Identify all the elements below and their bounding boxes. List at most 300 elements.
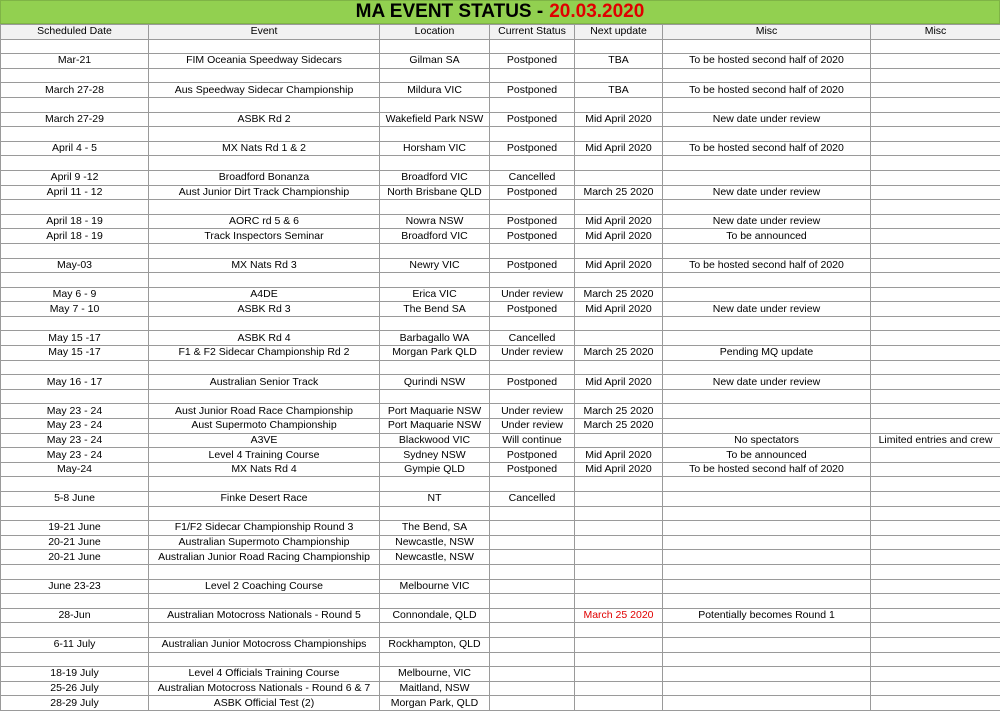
- cell-misc[interactable]: [663, 156, 871, 171]
- cell-event[interactable]: Australian Junior Road Racing Championship: [149, 550, 380, 565]
- cell-location[interactable]: Morgan Park, QLD: [380, 696, 490, 711]
- cell-current-status[interactable]: Under review: [490, 346, 575, 361]
- cell-misc[interactable]: [663, 243, 871, 258]
- cell-event[interactable]: MX Nats Rd 3: [149, 258, 380, 273]
- cell-misc[interactable]: [663, 97, 871, 112]
- cell-event[interactable]: Australian Senior Track: [149, 375, 380, 390]
- cell-location[interactable]: [380, 360, 490, 375]
- cell-event[interactable]: ASBK Rd 3: [149, 302, 380, 317]
- cell-location[interactable]: [380, 200, 490, 215]
- cell-location[interactable]: [380, 243, 490, 258]
- cell-scheduled-date[interactable]: 25-26 July: [1, 681, 149, 696]
- cell-next-update[interactable]: [575, 696, 663, 711]
- cell-current-status[interactable]: [490, 389, 575, 404]
- cell-next-update[interactable]: [575, 127, 663, 142]
- cell-misc-2[interactable]: [871, 389, 1000, 404]
- cell-misc[interactable]: [663, 579, 871, 594]
- cell-misc-2[interactable]: [871, 637, 1000, 652]
- cell-misc-2[interactable]: [871, 39, 1000, 54]
- cell-next-update[interactable]: [575, 506, 663, 521]
- cell-next-update[interactable]: March 25 2020: [575, 185, 663, 200]
- cell-misc-2[interactable]: [871, 287, 1000, 302]
- cell-misc-2[interactable]: [871, 214, 1000, 229]
- cell-scheduled-date[interactable]: 6-11 July: [1, 637, 149, 652]
- cell-current-status[interactable]: Postponed: [490, 258, 575, 273]
- cell-location[interactable]: Broadford VIC: [380, 170, 490, 185]
- cell-misc-2[interactable]: [871, 492, 1000, 507]
- cell-misc[interactable]: New date under review: [663, 112, 871, 127]
- cell-next-update[interactable]: Mid April 2020: [575, 448, 663, 463]
- cell-event[interactable]: [149, 200, 380, 215]
- cell-scheduled-date[interactable]: [1, 623, 149, 638]
- cell-current-status[interactable]: Postponed: [490, 302, 575, 317]
- cell-misc[interactable]: [663, 316, 871, 331]
- cell-misc[interactable]: [663, 287, 871, 302]
- cell-scheduled-date[interactable]: [1, 156, 149, 171]
- cell-event[interactable]: F1 & F2 Sidecar Championship Rd 2: [149, 346, 380, 361]
- cell-event[interactable]: [149, 97, 380, 112]
- cell-misc[interactable]: [663, 667, 871, 682]
- cell-misc[interactable]: [663, 273, 871, 288]
- cell-event[interactable]: [149, 243, 380, 258]
- cell-misc[interactable]: To be announced: [663, 229, 871, 244]
- cell-location[interactable]: Melbourne VIC: [380, 579, 490, 594]
- cell-event[interactable]: Aust Junior Road Race Championship: [149, 404, 380, 419]
- cell-event[interactable]: [149, 506, 380, 521]
- cell-scheduled-date[interactable]: [1, 652, 149, 667]
- cell-current-status[interactable]: [490, 506, 575, 521]
- cell-next-update[interactable]: [575, 97, 663, 112]
- cell-next-update[interactable]: March 25 2020: [575, 404, 663, 419]
- cell-misc[interactable]: [663, 170, 871, 185]
- cell-scheduled-date[interactable]: [1, 39, 149, 54]
- cell-event[interactable]: Level 4 Training Course: [149, 448, 380, 463]
- cell-misc-2[interactable]: [871, 127, 1000, 142]
- cell-location[interactable]: Connondale, QLD: [380, 608, 490, 623]
- cell-event[interactable]: [149, 156, 380, 171]
- cell-misc-2[interactable]: [871, 623, 1000, 638]
- cell-next-update[interactable]: [575, 331, 663, 346]
- cell-current-status[interactable]: [490, 652, 575, 667]
- cell-location[interactable]: Port Maquarie NSW: [380, 404, 490, 419]
- cell-location[interactable]: [380, 68, 490, 83]
- cell-misc-2[interactable]: [871, 302, 1000, 317]
- cell-scheduled-date[interactable]: 18-19 July: [1, 667, 149, 682]
- cell-misc-2[interactable]: [871, 331, 1000, 346]
- cell-next-update[interactable]: [575, 200, 663, 215]
- cell-misc-2[interactable]: [871, 667, 1000, 682]
- cell-location[interactable]: The Bend, SA: [380, 521, 490, 536]
- cell-misc[interactable]: [663, 535, 871, 550]
- cell-misc[interactable]: [663, 331, 871, 346]
- cell-misc-2[interactable]: [871, 360, 1000, 375]
- cell-misc-2[interactable]: [871, 346, 1000, 361]
- cell-event[interactable]: MX Nats Rd 4: [149, 462, 380, 477]
- cell-misc[interactable]: New date under review: [663, 302, 871, 317]
- cell-misc[interactable]: [663, 360, 871, 375]
- cell-location[interactable]: Sydney NSW: [380, 448, 490, 463]
- cell-scheduled-date[interactable]: [1, 477, 149, 492]
- cell-misc-2[interactable]: [871, 375, 1000, 390]
- cell-next-update[interactable]: [575, 68, 663, 83]
- cell-misc-2[interactable]: Limited entries and crew: [871, 433, 1000, 448]
- cell-current-status[interactable]: Cancelled: [490, 170, 575, 185]
- cell-next-update[interactable]: [575, 170, 663, 185]
- cell-next-update[interactable]: Mid April 2020: [575, 302, 663, 317]
- cell-current-status[interactable]: Cancelled: [490, 331, 575, 346]
- cell-scheduled-date[interactable]: April 11 - 12: [1, 185, 149, 200]
- cell-misc[interactable]: Potentially becomes Round 1: [663, 608, 871, 623]
- cell-misc[interactable]: To be hosted second half of 2020: [663, 258, 871, 273]
- cell-misc[interactable]: [663, 652, 871, 667]
- cell-event[interactable]: [149, 477, 380, 492]
- cell-current-status[interactable]: Postponed: [490, 141, 575, 156]
- cell-event[interactable]: [149, 68, 380, 83]
- col-header-scheduled-date[interactable]: Scheduled Date: [1, 25, 149, 40]
- cell-current-status[interactable]: [490, 68, 575, 83]
- cell-current-status[interactable]: [490, 316, 575, 331]
- cell-location[interactable]: [380, 273, 490, 288]
- cell-misc[interactable]: [663, 200, 871, 215]
- cell-event[interactable]: A4DE: [149, 287, 380, 302]
- cell-next-update[interactable]: March 25 2020: [575, 287, 663, 302]
- cell-misc[interactable]: [663, 68, 871, 83]
- cell-current-status[interactable]: Postponed: [490, 112, 575, 127]
- cell-misc-2[interactable]: [871, 200, 1000, 215]
- cell-next-update[interactable]: [575, 492, 663, 507]
- cell-misc[interactable]: [663, 492, 871, 507]
- cell-current-status[interactable]: [490, 97, 575, 112]
- cell-event[interactable]: Finke Desert Race: [149, 492, 380, 507]
- cell-current-status[interactable]: [490, 127, 575, 142]
- cell-next-update[interactable]: TBA: [575, 83, 663, 98]
- cell-misc-2[interactable]: [871, 243, 1000, 258]
- cell-misc-2[interactable]: [871, 419, 1000, 434]
- cell-current-status[interactable]: [490, 564, 575, 579]
- cell-current-status[interactable]: [490, 360, 575, 375]
- cell-next-update[interactable]: [575, 39, 663, 54]
- cell-next-update[interactable]: [575, 477, 663, 492]
- cell-misc[interactable]: Pending MQ update: [663, 346, 871, 361]
- cell-misc[interactable]: [663, 127, 871, 142]
- cell-event[interactable]: Aus Speedway Sidecar Championship: [149, 83, 380, 98]
- cell-misc-2[interactable]: [871, 156, 1000, 171]
- cell-current-status[interactable]: Postponed: [490, 54, 575, 69]
- cell-next-update[interactable]: Mid April 2020: [575, 112, 663, 127]
- cell-scheduled-date[interactable]: [1, 200, 149, 215]
- cell-misc-2[interactable]: [871, 564, 1000, 579]
- cell-event[interactable]: [149, 39, 380, 54]
- cell-event[interactable]: Aust Junior Dirt Track Championship: [149, 185, 380, 200]
- cell-location[interactable]: Blackwood VIC: [380, 433, 490, 448]
- cell-misc[interactable]: To be hosted second half of 2020: [663, 54, 871, 69]
- cell-misc[interactable]: [663, 506, 871, 521]
- cell-current-status[interactable]: Cancelled: [490, 492, 575, 507]
- cell-misc-2[interactable]: [871, 681, 1000, 696]
- cell-next-update[interactable]: Mid April 2020: [575, 229, 663, 244]
- cell-location[interactable]: Broadford VIC: [380, 229, 490, 244]
- cell-misc[interactable]: [663, 389, 871, 404]
- cell-event[interactable]: AORC rd 5 & 6: [149, 214, 380, 229]
- cell-scheduled-date[interactable]: April 9 -12: [1, 170, 149, 185]
- cell-event[interactable]: [149, 389, 380, 404]
- cell-next-update[interactable]: TBA: [575, 54, 663, 69]
- cell-current-status[interactable]: [490, 594, 575, 609]
- cell-misc-2[interactable]: [871, 579, 1000, 594]
- cell-location[interactable]: Newcastle, NSW: [380, 535, 490, 550]
- cell-scheduled-date[interactable]: [1, 127, 149, 142]
- cell-scheduled-date[interactable]: [1, 506, 149, 521]
- cell-misc-2[interactable]: [871, 535, 1000, 550]
- cell-next-update[interactable]: [575, 389, 663, 404]
- cell-scheduled-date[interactable]: [1, 316, 149, 331]
- cell-location[interactable]: [380, 97, 490, 112]
- cell-next-update[interactable]: [575, 579, 663, 594]
- cell-misc-2[interactable]: [871, 97, 1000, 112]
- cell-next-update[interactable]: [575, 564, 663, 579]
- cell-location[interactable]: Mildura VIC: [380, 83, 490, 98]
- cell-misc-2[interactable]: [871, 448, 1000, 463]
- cell-location[interactable]: Melbourne, VIC: [380, 667, 490, 682]
- cell-next-update[interactable]: [575, 667, 663, 682]
- cell-location[interactable]: [380, 316, 490, 331]
- col-header-location[interactable]: Location: [380, 25, 490, 40]
- cell-location[interactable]: Erica VIC: [380, 287, 490, 302]
- cell-misc-2[interactable]: [871, 506, 1000, 521]
- cell-scheduled-date[interactable]: May 23 - 24: [1, 448, 149, 463]
- cell-next-update[interactable]: [575, 681, 663, 696]
- cell-location[interactable]: [380, 652, 490, 667]
- cell-misc-2[interactable]: [871, 54, 1000, 69]
- cell-scheduled-date[interactable]: [1, 594, 149, 609]
- cell-misc[interactable]: [663, 477, 871, 492]
- cell-misc-2[interactable]: [871, 608, 1000, 623]
- cell-next-update[interactable]: [575, 652, 663, 667]
- cell-next-update[interactable]: [575, 316, 663, 331]
- cell-next-update[interactable]: [575, 535, 663, 550]
- cell-current-status[interactable]: [490, 608, 575, 623]
- cell-current-status[interactable]: Postponed: [490, 448, 575, 463]
- cell-event[interactable]: Level 2 Coaching Course: [149, 579, 380, 594]
- cell-current-status[interactable]: [490, 521, 575, 536]
- cell-scheduled-date[interactable]: 20-21 June: [1, 550, 149, 565]
- cell-misc-2[interactable]: [871, 68, 1000, 83]
- cell-misc[interactable]: [663, 550, 871, 565]
- cell-scheduled-date[interactable]: 19-21 June: [1, 521, 149, 536]
- cell-scheduled-date[interactable]: [1, 243, 149, 258]
- cell-current-status[interactable]: [490, 637, 575, 652]
- cell-misc[interactable]: [663, 681, 871, 696]
- cell-misc-2[interactable]: [871, 229, 1000, 244]
- cell-misc-2[interactable]: [871, 316, 1000, 331]
- cell-misc-2[interactable]: [871, 141, 1000, 156]
- cell-event[interactable]: F1/F2 Sidecar Championship Round 3: [149, 521, 380, 536]
- cell-next-update[interactable]: [575, 637, 663, 652]
- cell-event[interactable]: [149, 623, 380, 638]
- cell-current-status[interactable]: Postponed: [490, 83, 575, 98]
- cell-current-status[interactable]: Postponed: [490, 214, 575, 229]
- cell-next-update[interactable]: Mid April 2020: [575, 462, 663, 477]
- cell-location[interactable]: The Bend SA: [380, 302, 490, 317]
- cell-current-status[interactable]: Under review: [490, 419, 575, 434]
- cell-event[interactable]: Australian Motocross Nationals - Round 5: [149, 608, 380, 623]
- col-header-next-update[interactable]: Next update: [575, 25, 663, 40]
- cell-location[interactable]: Maitland, NSW: [380, 681, 490, 696]
- cell-misc-2[interactable]: [871, 521, 1000, 536]
- cell-misc[interactable]: New date under review: [663, 185, 871, 200]
- cell-misc[interactable]: [663, 564, 871, 579]
- cell-next-update[interactable]: [575, 433, 663, 448]
- cell-misc[interactable]: New date under review: [663, 375, 871, 390]
- cell-current-status[interactable]: [490, 39, 575, 54]
- cell-current-status[interactable]: [490, 477, 575, 492]
- col-header-event[interactable]: Event: [149, 25, 380, 40]
- cell-scheduled-date[interactable]: May 15 -17: [1, 331, 149, 346]
- cell-current-status[interactable]: Postponed: [490, 229, 575, 244]
- cell-scheduled-date[interactable]: [1, 564, 149, 579]
- cell-current-status[interactable]: Postponed: [490, 462, 575, 477]
- cell-misc[interactable]: To be hosted second half of 2020: [663, 462, 871, 477]
- cell-misc-2[interactable]: [871, 462, 1000, 477]
- cell-event[interactable]: [149, 127, 380, 142]
- cell-misc[interactable]: No spectators: [663, 433, 871, 448]
- cell-misc[interactable]: [663, 521, 871, 536]
- cell-location[interactable]: Gilman SA: [380, 54, 490, 69]
- cell-event[interactable]: Aust Supermoto Championship: [149, 419, 380, 434]
- cell-location[interactable]: Wakefield Park NSW: [380, 112, 490, 127]
- cell-next-update[interactable]: [575, 243, 663, 258]
- col-header-misc-2[interactable]: Misc: [871, 25, 1000, 40]
- cell-next-update[interactable]: March 25 2020: [575, 346, 663, 361]
- cell-next-update[interactable]: [575, 623, 663, 638]
- cell-scheduled-date[interactable]: [1, 68, 149, 83]
- cell-current-status[interactable]: Postponed: [490, 185, 575, 200]
- cell-event[interactable]: Track Inspectors Seminar: [149, 229, 380, 244]
- cell-misc[interactable]: New date under review: [663, 214, 871, 229]
- cell-location[interactable]: Gympie QLD: [380, 462, 490, 477]
- cell-next-update[interactable]: Mid April 2020: [575, 214, 663, 229]
- cell-scheduled-date[interactable]: March 27-28: [1, 83, 149, 98]
- cell-scheduled-date[interactable]: March 27-29: [1, 112, 149, 127]
- cell-misc[interactable]: [663, 637, 871, 652]
- cell-misc-2[interactable]: [871, 550, 1000, 565]
- cell-next-update[interactable]: [575, 273, 663, 288]
- cell-event[interactable]: Level 4 Officials Training Course: [149, 667, 380, 682]
- col-header-misc[interactable]: Misc: [663, 25, 871, 40]
- cell-misc-2[interactable]: [871, 404, 1000, 419]
- cell-event[interactable]: MX Nats Rd 1 & 2: [149, 141, 380, 156]
- cell-next-update[interactable]: Mid April 2020: [575, 375, 663, 390]
- cell-location[interactable]: Barbagallo WA: [380, 331, 490, 346]
- cell-current-status[interactable]: [490, 550, 575, 565]
- cell-location[interactable]: Newry VIC: [380, 258, 490, 273]
- cell-current-status[interactable]: [490, 156, 575, 171]
- cell-next-update[interactable]: [575, 360, 663, 375]
- cell-scheduled-date[interactable]: [1, 97, 149, 112]
- cell-event[interactable]: [149, 273, 380, 288]
- cell-next-update[interactable]: [575, 550, 663, 565]
- cell-event[interactable]: [149, 594, 380, 609]
- cell-current-status[interactable]: [490, 243, 575, 258]
- cell-event[interactable]: ASBK Rd 2: [149, 112, 380, 127]
- cell-event[interactable]: FIM Oceania Speedway Sidecars: [149, 54, 380, 69]
- cell-misc-2[interactable]: [871, 170, 1000, 185]
- cell-scheduled-date[interactable]: 5-8 June: [1, 492, 149, 507]
- cell-current-status[interactable]: [490, 623, 575, 638]
- cell-location[interactable]: [380, 389, 490, 404]
- cell-location[interactable]: Rockhampton, QLD: [380, 637, 490, 652]
- cell-misc-2[interactable]: [871, 696, 1000, 711]
- cell-current-status[interactable]: [490, 579, 575, 594]
- cell-location[interactable]: NT: [380, 492, 490, 507]
- cell-scheduled-date[interactable]: April 4 - 5: [1, 141, 149, 156]
- cell-next-update[interactable]: [575, 156, 663, 171]
- cell-scheduled-date[interactable]: [1, 360, 149, 375]
- cell-current-status[interactable]: [490, 667, 575, 682]
- cell-current-status[interactable]: [490, 273, 575, 288]
- cell-misc[interactable]: To be hosted second half of 2020: [663, 83, 871, 98]
- cell-scheduled-date[interactable]: May 16 - 17: [1, 375, 149, 390]
- cell-current-status[interactable]: [490, 535, 575, 550]
- cell-location[interactable]: Port Maquarie NSW: [380, 419, 490, 434]
- cell-scheduled-date[interactable]: June 23-23: [1, 579, 149, 594]
- cell-misc-2[interactable]: [871, 112, 1000, 127]
- cell-misc-2[interactable]: [871, 477, 1000, 492]
- cell-misc-2[interactable]: [871, 594, 1000, 609]
- cell-misc-2[interactable]: [871, 258, 1000, 273]
- cell-scheduled-date[interactable]: May 15 -17: [1, 346, 149, 361]
- cell-scheduled-date[interactable]: May 23 - 24: [1, 404, 149, 419]
- cell-current-status[interactable]: Postponed: [490, 375, 575, 390]
- cell-misc[interactable]: [663, 404, 871, 419]
- cell-event[interactable]: Australian Junior Motocross Championships: [149, 637, 380, 652]
- cell-location[interactable]: [380, 477, 490, 492]
- cell-misc[interactable]: To be announced: [663, 448, 871, 463]
- cell-location[interactable]: Nowra NSW: [380, 214, 490, 229]
- cell-misc[interactable]: To be hosted second half of 2020: [663, 141, 871, 156]
- cell-event[interactable]: [149, 316, 380, 331]
- cell-scheduled-date[interactable]: May 23 - 24: [1, 419, 149, 434]
- cell-current-status[interactable]: [490, 681, 575, 696]
- cell-scheduled-date[interactable]: May 6 - 9: [1, 287, 149, 302]
- cell-next-update[interactable]: [575, 521, 663, 536]
- cell-location[interactable]: [380, 506, 490, 521]
- cell-scheduled-date[interactable]: 28-Jun: [1, 608, 149, 623]
- cell-misc[interactable]: [663, 419, 871, 434]
- cell-location[interactable]: [380, 156, 490, 171]
- cell-misc-2[interactable]: [871, 185, 1000, 200]
- cell-misc[interactable]: [663, 594, 871, 609]
- cell-location[interactable]: North Brisbane QLD: [380, 185, 490, 200]
- cell-misc[interactable]: [663, 39, 871, 54]
- cell-scheduled-date[interactable]: [1, 273, 149, 288]
- cell-location[interactable]: Morgan Park QLD: [380, 346, 490, 361]
- cell-event[interactable]: [149, 564, 380, 579]
- col-header-current-status[interactable]: Current Status: [490, 25, 575, 40]
- cell-location[interactable]: [380, 594, 490, 609]
- cell-next-update[interactable]: [575, 594, 663, 609]
- cell-location[interactable]: [380, 564, 490, 579]
- cell-event[interactable]: Australian Motocross Nationals - Round 6 & 7: [149, 681, 380, 696]
- cell-scheduled-date[interactable]: Mar-21: [1, 54, 149, 69]
- cell-scheduled-date[interactable]: May-03: [1, 258, 149, 273]
- cell-event[interactable]: Australian Supermoto Championship: [149, 535, 380, 550]
- cell-location[interactable]: Horsham VIC: [380, 141, 490, 156]
- cell-event[interactable]: ASBK Official Test (2): [149, 696, 380, 711]
- cell-scheduled-date[interactable]: April 18 - 19: [1, 214, 149, 229]
- cell-misc-2[interactable]: [871, 273, 1000, 288]
- cell-location[interactable]: Newcastle, NSW: [380, 550, 490, 565]
